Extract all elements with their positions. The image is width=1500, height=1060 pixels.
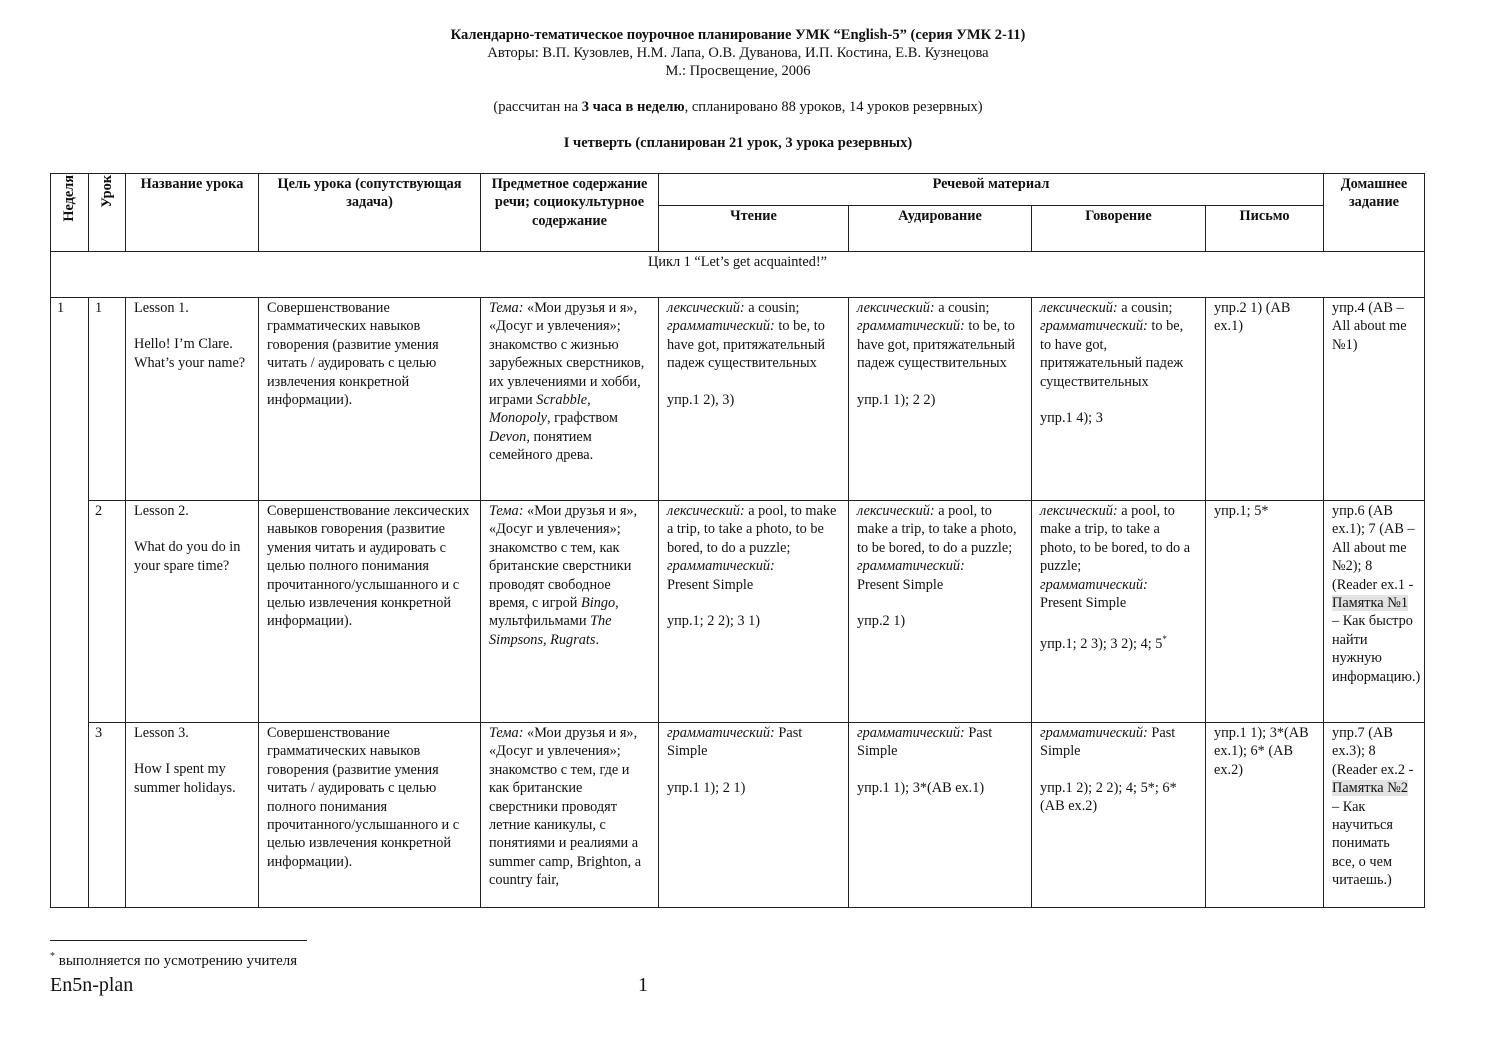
- table-row: [51, 501, 1425, 723]
- document-title: Календарно-тематическое поурочное планирование УМК “English-5” (серия УМК 2-11): [450, 27, 1026, 43]
- lesson-name: Lesson 1. Hello! I’m Clare. What’s your name?: [126, 298, 259, 501]
- page-number: 1: [638, 974, 648, 996]
- table-row: [51, 298, 1425, 501]
- speaking-cell: лексический: a pool, to make a trip, to take a photo, to be bored, to do a puzzle; грамматический: Present Simple упр.1; 2 3); 3 2); 4; 5*: [1032, 501, 1206, 723]
- homework-cell: упр.7 (АВ ex.3); 8 (Reader ex.2 - Памятка №2 – Как научиться понимать все, о чем читаешь.): [1324, 723, 1425, 908]
- memo-highlight: Памятка №2: [1332, 780, 1408, 797]
- lesson-number: 2: [89, 501, 126, 723]
- memo-highlight: Памятка №1: [1332, 595, 1408, 612]
- publisher-line: М.: Просвещение, 2006: [665, 63, 811, 79]
- listening-cell: лексический: a pool, to make a trip, to take a photo, to be bored, to do a puzzle; грамматический: Present Simple упр.2 1): [849, 501, 1032, 723]
- cycle-title: Цикл 1 “Let’s get acquainted!”: [51, 252, 1425, 298]
- header-row: [51, 174, 1425, 206]
- cycle-row: [51, 252, 1425, 298]
- listening-cell: лексический: a cousin; грамматический: to be, to have got, притяжательный падеж существительных упр.1 1); 2 2): [849, 298, 1032, 501]
- document-header: [0, 26, 1476, 152]
- homework-cell: упр.6 (АВ ex.1); 7 (АВ – All about me №2); 8 (Reader ex.1 - Памятка №1 – Как быстро найти нужную информацию.): [1324, 501, 1425, 723]
- header-name: Название урока: [126, 174, 259, 252]
- header-lesson: Урок: [89, 174, 126, 252]
- speaking-cell: грамматический: Past Simple упр.1 2); 2 2); 4; 5*; 6* (АВ ex.2): [1032, 723, 1206, 908]
- hours-line: (рассчитан на 3 часа в неделю, спланировано 88 уроков, 14 уроков резервных): [493, 99, 983, 115]
- lesson-content: Тема: «Мои друзья и я», «Досуг и увлечения»; знакомство с тем, как британские сверстники проводят свободное время, с игрой Bingo, мультфильмами The Simpsons, Rugrats.: [481, 501, 659, 723]
- week-number: 1: [51, 298, 89, 908]
- authors-line: Авторы: В.П. Кузовлев, Н.М. Лапа, О.В. Дуванова, И.П. Костина, Е.В. Кузнецова: [487, 45, 989, 61]
- header-week: Неделя: [51, 174, 89, 252]
- header-reading: Чтение: [659, 206, 849, 252]
- header-listening: Аудирование: [849, 206, 1032, 252]
- lesson-number: 3: [89, 723, 126, 908]
- header-writing: Письмо: [1206, 206, 1324, 252]
- lesson-content: Тема: «Мои друзья и я», «Досуг и увлечения»; знакомство с тем, где и как британские сверстники проводят летние каникулы, с понятиями и реалиями a summer camp, Brighton, a country fair,: [481, 723, 659, 908]
- speaking-cell: лексический: a cousin; грамматический: to be, to have got, притяжательный падеж существительных упр.1 4); 3: [1032, 298, 1206, 501]
- writing-cell: упр.1 1); 3*(АВ ex.1); 6* (АВ ex.2): [1206, 723, 1324, 908]
- listening-cell: грамматический: Past Simple упр.1 1); 3*(АВ ex.1): [849, 723, 1032, 908]
- header-speech-material: Речевой материал: [659, 174, 1324, 206]
- footnote-divider: [50, 940, 307, 941]
- lesson-plan-table: [50, 173, 1425, 908]
- header-homework: Домашнее задание: [1324, 174, 1425, 252]
- reading-cell: грамматический: Past Simple упр.1 1); 2 1): [659, 723, 849, 908]
- lesson-goal: Совершенствование грамматических навыков говорения (развитие умения читать / аудировать с целью полного понимания прочитанного/услышанного и с целью извлечения конкретной информации).: [259, 723, 481, 908]
- lesson-goal: Совершенствование грамматических навыков говорения (развитие умения читать / аудировать с целью извлечения конкретной информации).: [259, 298, 481, 501]
- homework-cell: упр.4 (АВ – All about me №1): [1324, 298, 1425, 501]
- header-goal: Цель урока (сопутствующая задача): [259, 174, 481, 252]
- lesson-name: Lesson 3. How I spent my summer holidays.: [126, 723, 259, 908]
- file-name: En5n-plan: [50, 974, 134, 996]
- lesson-name: Lesson 2. What do you do in your spare time?: [126, 501, 259, 723]
- header-content: Предметное содержание речи; социокультурное содержание: [481, 174, 659, 252]
- lesson-number: 1: [89, 298, 126, 501]
- header-speaking: Говорение: [1032, 206, 1206, 252]
- reading-cell: лексический: a cousin; грамматический: to be, to have got, притяжательный падеж существительных упр.1 2), 3): [659, 298, 849, 501]
- writing-cell: упр.1; 5*: [1206, 501, 1324, 723]
- lesson-goal: Совершенствование лексических навыков говорения (развитие умения читать и аудировать с целью полного понимания прочитанного/услышанного и с целью извлечения конкретной информации).: [259, 501, 481, 723]
- reading-cell: лексический: a pool, to make a trip, to take a photo, to be bored, to do a puzzle; грамматический: Present Simple упр.1; 2 2); 3 1): [659, 501, 849, 723]
- footnote: * выполняется по усмотрению учителя: [50, 951, 298, 969]
- table-row: [51, 723, 1425, 908]
- lesson-content: Тема: «Мои друзья и я», «Досуг и увлечения»; знакомство с жизнью зарубежных сверстников, их увлечениями и хобби, играми Scrabble, Monopoly, графством Devon, понятием семейного древа.: [481, 298, 659, 501]
- quarter-heading: I четверть (спланирован 21 урок, 3 урока резервных): [563, 135, 913, 151]
- writing-cell: упр.2 1) (АВ ex.1): [1206, 298, 1324, 501]
